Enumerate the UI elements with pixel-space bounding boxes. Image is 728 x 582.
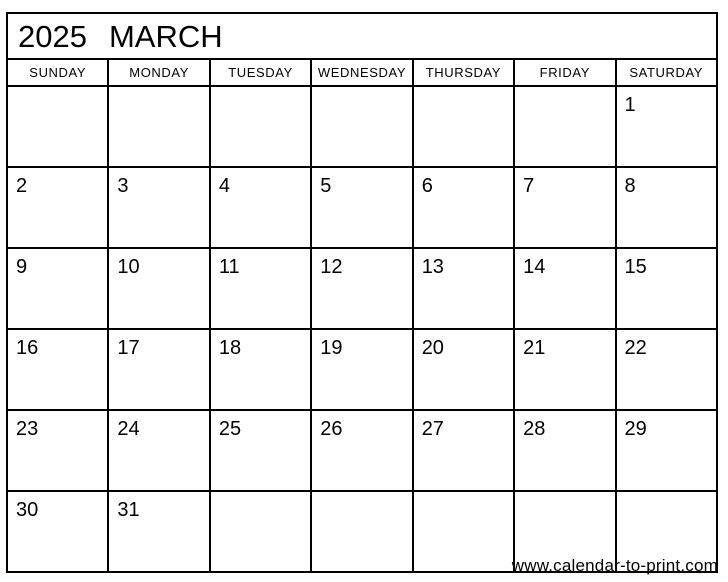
day-number: 10 — [117, 256, 140, 278]
day-number: 31 — [117, 499, 140, 521]
day-cell — [617, 168, 716, 247]
day-cell — [109, 411, 210, 490]
day-cell — [8, 330, 109, 409]
calendar-week-row — [8, 330, 716, 411]
day-cell — [211, 330, 312, 409]
day-number: 13 — [421, 256, 444, 278]
calendar-week-row — [8, 249, 716, 330]
day-number: 2 — [16, 175, 28, 197]
day-cell — [617, 249, 716, 328]
day-number: 6 — [421, 175, 433, 197]
calendar-month: MARCH — [108, 18, 223, 54]
day-cell — [515, 249, 616, 328]
day-number: 20 — [421, 337, 444, 359]
day-cell — [8, 492, 109, 571]
day-cell — [211, 492, 312, 571]
day-number: 23 — [16, 418, 39, 440]
weekday-header-friday: FRIDAY — [515, 60, 616, 85]
weekday-header-sunday: SUNDAY — [8, 60, 109, 85]
day-number: 1 — [624, 94, 636, 116]
day-cell — [211, 168, 312, 247]
calendar-year: 2025 — [18, 18, 87, 54]
day-cell — [617, 87, 716, 166]
weekday-header-wednesday: WEDNESDAY — [312, 60, 413, 85]
calendar-week-row — [8, 411, 716, 492]
day-number: 30 — [16, 499, 39, 521]
day-number: 11 — [218, 256, 240, 278]
day-cell — [414, 249, 515, 328]
day-number: 25 — [218, 418, 242, 440]
calendar-week-row — [8, 168, 716, 249]
day-number: 18 — [218, 337, 242, 359]
day-cell — [312, 330, 413, 409]
calendar-grid — [6, 12, 718, 573]
day-number: 15 — [624, 256, 647, 278]
day-number: 17 — [117, 337, 140, 359]
day-cell — [312, 168, 413, 247]
weekday-header-saturday: SATURDAY — [629, 65, 704, 80]
day-cell — [312, 249, 413, 328]
weekday-header-row — [8, 60, 716, 87]
day-number: 29 — [624, 418, 647, 440]
day-cell — [8, 87, 109, 166]
day-cell — [211, 411, 312, 490]
weekday-header-tuesday: TUESDAY — [211, 60, 312, 85]
day-cell — [414, 492, 515, 571]
day-cell — [414, 87, 515, 166]
day-number: 9 — [16, 256, 28, 278]
day-number: 28 — [523, 418, 546, 440]
day-number: 8 — [624, 175, 636, 197]
day-number: 19 — [320, 337, 343, 359]
day-cell — [109, 87, 210, 166]
day-cell — [617, 411, 716, 490]
day-cell — [515, 87, 616, 166]
day-cell — [109, 492, 210, 571]
day-cell — [414, 330, 515, 409]
day-cell — [515, 411, 616, 490]
weekday-header-thursday: THURSDAY — [414, 60, 515, 85]
day-cell — [414, 411, 515, 490]
day-cell — [515, 168, 616, 247]
day-number: 5 — [320, 175, 332, 197]
day-cell — [109, 168, 210, 247]
calendar-week-row — [8, 87, 716, 168]
day-cell — [515, 330, 616, 409]
day-cell — [8, 249, 109, 328]
day-cell — [109, 330, 210, 409]
day-number: 22 — [624, 337, 647, 359]
day-cell — [414, 168, 515, 247]
weekday-header-monday: MONDAY — [109, 60, 210, 85]
day-number: 24 — [117, 418, 140, 440]
day-number: 26 — [320, 418, 343, 440]
source-website-label: www.calendar-to-print.com — [511, 556, 718, 575]
day-number: 12 — [320, 256, 343, 278]
day-cell — [109, 249, 210, 328]
day-number: 4 — [218, 175, 230, 197]
day-cell — [211, 249, 312, 328]
day-number: 14 — [523, 256, 546, 278]
day-cell — [312, 411, 413, 490]
day-number: 16 — [16, 337, 39, 359]
day-cell — [8, 168, 109, 247]
day-number: 21 — [523, 337, 546, 359]
day-number: 3 — [117, 175, 129, 197]
day-cell — [617, 330, 716, 409]
day-number: 7 — [523, 175, 535, 197]
calendar-title — [8, 14, 716, 60]
day-cell — [312, 87, 413, 166]
day-cell — [312, 492, 413, 571]
day-cell — [211, 87, 312, 166]
day-number: 27 — [421, 418, 444, 440]
day-cell — [8, 411, 109, 490]
